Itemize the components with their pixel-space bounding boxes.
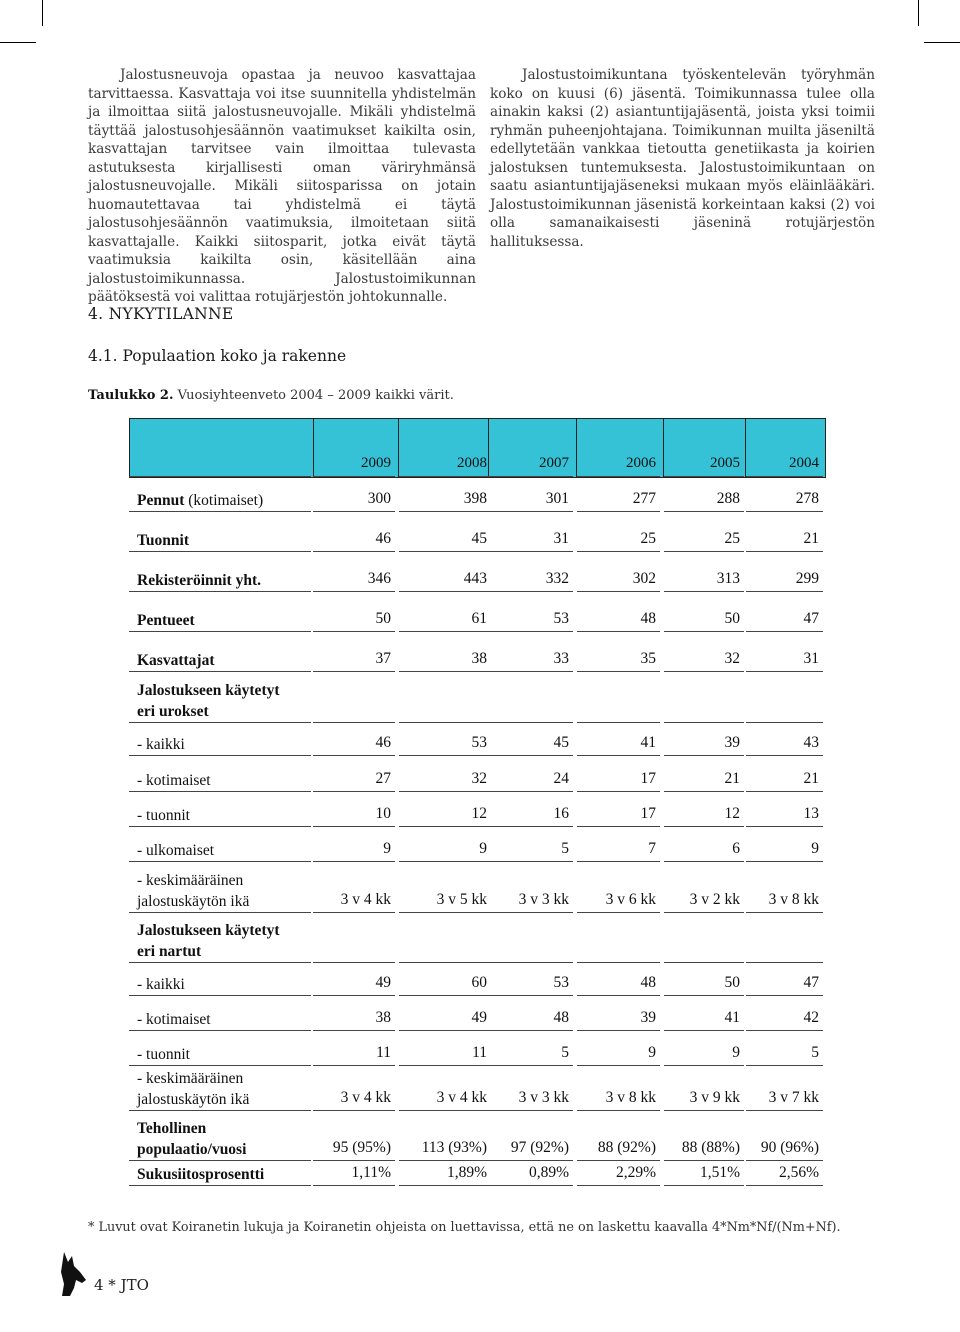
table-row-rule xyxy=(313,791,395,792)
table-row-rule xyxy=(313,1160,395,1161)
table-row-rule xyxy=(577,912,660,913)
table-header-rule xyxy=(399,476,491,477)
table-cell: 97 (92%) xyxy=(510,1139,569,1156)
table-cell: 49 xyxy=(375,974,391,991)
table-row-rule xyxy=(664,551,744,552)
row-label xyxy=(137,530,189,551)
table-row-rule xyxy=(129,995,311,996)
table-row-rule xyxy=(399,511,491,512)
table-row-rule xyxy=(313,962,395,963)
table-row-rule xyxy=(664,1160,744,1161)
table-row-rule xyxy=(399,1185,491,1186)
table-cell: 302 xyxy=(632,570,656,587)
table-row-rule xyxy=(664,962,744,963)
table-row-rule xyxy=(577,511,660,512)
table-row-rule xyxy=(489,1185,573,1186)
table-row-rule xyxy=(489,1030,573,1031)
table-row-rule xyxy=(489,551,573,552)
table-cell: 48 xyxy=(553,1009,569,1026)
summary-table xyxy=(129,418,826,1202)
table-row-rule xyxy=(489,511,573,512)
table-cell: 27 xyxy=(375,770,391,787)
table-row-rule xyxy=(746,826,823,827)
table-cell: 3 v 8 kk xyxy=(605,1089,656,1106)
row-label xyxy=(137,650,215,671)
table-row-rule xyxy=(746,671,823,672)
table-row-rule xyxy=(664,722,744,723)
table-cell: 61 xyxy=(471,610,487,627)
table-cell: 2,56% xyxy=(778,1164,819,1181)
table-row-rule xyxy=(129,755,311,756)
table-row-rule xyxy=(129,591,311,592)
table-row-rule xyxy=(664,591,744,592)
table-row-rule xyxy=(489,826,573,827)
table-cell: 2,29% xyxy=(615,1164,656,1181)
table-row-rule xyxy=(746,551,823,552)
table-cell: 1,89% xyxy=(446,1164,487,1181)
crop-mark xyxy=(924,42,960,43)
row-label xyxy=(137,870,249,912)
table-row-rule xyxy=(399,912,491,913)
table-cell: 50 xyxy=(724,974,740,991)
table-cell: 398 xyxy=(463,490,487,507)
table-cell: 0,89% xyxy=(528,1164,569,1181)
table-row-rule xyxy=(664,1110,744,1111)
table-row-rule xyxy=(399,1160,491,1161)
table-row-rule xyxy=(664,1030,744,1031)
table-row-rule xyxy=(399,791,491,792)
row-label xyxy=(137,1118,246,1160)
table-cell: 277 xyxy=(632,490,656,507)
table-cell: 41 xyxy=(724,1009,740,1026)
table-cell: 90 (96%) xyxy=(760,1139,819,1156)
row-label xyxy=(137,1164,264,1185)
table-cell: 3 v 8 kk xyxy=(768,891,819,908)
table-cell: 1,11% xyxy=(351,1164,391,1181)
crop-mark xyxy=(42,0,43,26)
table-cell: 17 xyxy=(640,805,656,822)
table-row-rule xyxy=(664,671,744,672)
table-cell: 25 xyxy=(724,530,740,547)
table-row-rule xyxy=(664,511,744,512)
row-label xyxy=(137,840,214,861)
row-label xyxy=(137,610,195,631)
table-row-rule xyxy=(577,631,660,632)
row-label xyxy=(137,680,280,722)
table-cell: 1,51% xyxy=(699,1164,740,1181)
row-label xyxy=(137,490,263,511)
table-cell: 48 xyxy=(640,610,656,627)
table-cell: 3 v 3 kk xyxy=(518,1089,569,1106)
row-label-text: Tehollinen populaatio/vuosi xyxy=(137,1120,247,1158)
table-row-rule xyxy=(664,995,744,996)
table-row-rule xyxy=(313,1185,395,1186)
table-cell: 25 xyxy=(640,530,656,547)
table-row-rule xyxy=(746,1185,823,1186)
table-row-rule xyxy=(313,912,395,913)
table-row-rule xyxy=(399,962,491,963)
table-row-rule xyxy=(129,791,311,792)
table-cell: 443 xyxy=(463,570,487,587)
row-label-text: - kotimaiset xyxy=(137,772,211,789)
table-cell: 5 xyxy=(561,1044,569,1061)
table-header-rule xyxy=(746,476,823,477)
table-cell: 3 v 3 kk xyxy=(518,891,569,908)
table-row-rule xyxy=(129,1030,311,1031)
table-cell: 38 xyxy=(375,1009,391,1026)
table-row-rule xyxy=(746,861,823,862)
table-cell: 53 xyxy=(553,610,569,627)
table-cell: 35 xyxy=(640,650,656,667)
table-cell: 39 xyxy=(640,1009,656,1026)
table-row-rule xyxy=(664,755,744,756)
table-row-rule xyxy=(489,1065,573,1066)
table-row-rule xyxy=(746,755,823,756)
table-row-rule xyxy=(399,1110,491,1111)
row-label-text: Tuonnit xyxy=(137,532,189,549)
table-caption-text: Vuosiyhteenveto 2004 – 2009 kaikki värit. xyxy=(173,388,454,403)
table-row-rule xyxy=(129,631,311,632)
table-row-rule xyxy=(399,722,491,723)
table-cell: 3 v 2 kk xyxy=(689,891,740,908)
table-row-rule xyxy=(399,826,491,827)
table-row-rule xyxy=(313,861,395,862)
table-row-rule xyxy=(489,1160,573,1161)
table-row-rule xyxy=(313,1110,395,1111)
table-row-rule xyxy=(399,591,491,592)
row-label xyxy=(137,974,185,995)
table-cell: 31 xyxy=(803,650,819,667)
table-cell: 12 xyxy=(724,805,740,822)
table-row-rule xyxy=(577,591,660,592)
table-cell: 3 v 4 kk xyxy=(340,891,391,908)
table-row-rule xyxy=(129,1065,311,1066)
table-header-rule xyxy=(664,476,744,477)
table-row-rule xyxy=(129,826,311,827)
table-cell: 346 xyxy=(367,570,391,587)
table-row-rule xyxy=(577,1160,660,1161)
table-row-rule xyxy=(664,631,744,632)
table-row-rule xyxy=(129,1185,311,1186)
row-label xyxy=(137,570,261,591)
table-cell: 60 xyxy=(471,974,487,991)
table-cell: 21 xyxy=(803,770,819,787)
table-cell: 53 xyxy=(471,734,487,751)
table-row-rule xyxy=(664,1185,744,1186)
table-row-rule xyxy=(489,671,573,672)
table-row-rule xyxy=(489,755,573,756)
table-row-rule xyxy=(129,912,311,913)
table-row-rule xyxy=(577,1185,660,1186)
table-cell: 50 xyxy=(724,610,740,627)
table-row-rule xyxy=(577,671,660,672)
table-cell: 45 xyxy=(471,530,487,547)
row-label-text: - ulkomaiset xyxy=(137,842,215,859)
row-label-text: Jalostukseen käytetyt eri nartut xyxy=(137,922,280,960)
row-label-text: Pennut xyxy=(137,492,185,509)
table-column-divider xyxy=(313,418,314,478)
page-number: 4 * JTO xyxy=(94,1276,149,1294)
table-cell: 332 xyxy=(545,570,569,587)
table-cell: 88 (92%) xyxy=(597,1139,656,1156)
table-row-rule xyxy=(129,962,311,963)
right-column xyxy=(490,66,875,251)
table-row-rule xyxy=(489,861,573,862)
table-row-rule xyxy=(664,826,744,827)
table-row-rule xyxy=(577,995,660,996)
table-cell: 41 xyxy=(640,734,656,751)
footnote: * Luvut ovat Koiranetin lukuja ja Koiranetin ohjeista on luettavissa, että ne on laskettu kaavalla 4*Nm*Nf/(Nm+Nf). xyxy=(88,1220,841,1235)
year-header: 2007 xyxy=(539,455,569,471)
table-row-rule xyxy=(577,826,660,827)
table-row-rule xyxy=(129,671,311,672)
table-cell: 3 v 6 kk xyxy=(605,891,656,908)
table-cell: 49 xyxy=(471,1009,487,1026)
table-cell: 88 (88%) xyxy=(681,1139,740,1156)
table-row-rule xyxy=(746,631,823,632)
table-row-rule xyxy=(746,1030,823,1031)
dog-head-icon xyxy=(58,1250,88,1298)
table-header-rule xyxy=(313,476,395,477)
left-column xyxy=(88,66,476,307)
row-label-text: Jalostukseen käytetyt eri urokset xyxy=(137,682,280,720)
table-row-rule xyxy=(399,551,491,552)
table-row-rule xyxy=(129,1160,311,1161)
table-row-rule xyxy=(489,722,573,723)
table-cell: 45 xyxy=(553,734,569,751)
table-row-rule xyxy=(577,791,660,792)
table-row-rule xyxy=(746,791,823,792)
table-row-rule xyxy=(746,912,823,913)
row-label xyxy=(137,734,185,755)
table-cell: 5 xyxy=(811,1044,819,1061)
table-row-rule xyxy=(577,1030,660,1031)
table-row-rule xyxy=(399,861,491,862)
table-cell: 9 xyxy=(648,1044,656,1061)
table-cell: 9 xyxy=(732,1044,740,1061)
table-row-rule xyxy=(577,1065,660,1066)
table-cell: 47 xyxy=(803,974,819,991)
table-cell: 9 xyxy=(383,840,391,857)
table-cell: 33 xyxy=(553,650,569,667)
body-paragraph: Jalostustoimikuntana työskentelevän työryhmän koko on kuusi (6) jäsentä. Toimikunnassa tulee olla ainakin kaksi (2) asiantuntijajäsentä, joista yksi toimii ryhmän puheenjohtajana. Toimikunnan muilta jäseniltä edellytetään vankkaa tietoutta genetiikasta ja koirien jalostuksen tuntemuksesta. Jalostustoimikuntaan on saatu asiantuntijajäseneksi mukaan myös eläinlääkäri. Jalostustoimikunnan jäsenistä korkeintaan kaksi (2) voi olla samanaikaisesti jäseninä rotujärjestön hallituksessa. xyxy=(490,67,875,250)
table-row-rule xyxy=(313,722,395,723)
table-row-rule xyxy=(489,995,573,996)
table-cell: 288 xyxy=(716,490,740,507)
table-row-rule xyxy=(313,755,395,756)
table-row-rule xyxy=(664,912,744,913)
table-cell: 50 xyxy=(375,610,391,627)
row-label-text: - kaikki xyxy=(137,976,185,993)
row-label-text: - keskimääräinen jalostuskäytön ikä xyxy=(137,1070,250,1108)
year-header: 2005 xyxy=(710,455,740,471)
table-row-rule xyxy=(313,1030,395,1031)
table-row-rule xyxy=(313,1065,395,1066)
table-cell: 7 xyxy=(648,840,656,857)
table-row-rule xyxy=(313,671,395,672)
table-header-rule xyxy=(489,476,573,477)
row-label xyxy=(137,1044,190,1065)
table-caption xyxy=(88,388,454,403)
year-header: 2008 xyxy=(457,455,487,471)
table-cell: 3 v 4 kk xyxy=(340,1089,391,1106)
table-cell: 39 xyxy=(724,734,740,751)
row-label-suffix: (kotimaiset) xyxy=(184,492,264,509)
table-cell: 113 (93%) xyxy=(421,1139,487,1156)
table-row-rule xyxy=(129,1110,311,1111)
table-cell: 3 v 9 kk xyxy=(689,1089,740,1106)
table-row-rule xyxy=(746,591,823,592)
table-cell: 95 (95%) xyxy=(332,1139,391,1156)
row-label xyxy=(137,805,190,826)
year-header: 2004 xyxy=(789,455,819,471)
section-heading: 4. NYKYTILANNE xyxy=(88,305,234,323)
table-cell: 24 xyxy=(553,770,569,787)
table-cell: 46 xyxy=(375,530,391,547)
table-cell: 53 xyxy=(553,974,569,991)
table-cell: 9 xyxy=(811,840,819,857)
table-row-rule xyxy=(489,1110,573,1111)
table-row-rule xyxy=(313,995,395,996)
table-cell: 17 xyxy=(640,770,656,787)
table-row-rule xyxy=(489,791,573,792)
table-row-rule xyxy=(313,551,395,552)
table-cell: 301 xyxy=(545,490,569,507)
row-label-text: Rekisteröinnit yht. xyxy=(137,572,261,589)
table-row-rule xyxy=(399,631,491,632)
table-cell: 10 xyxy=(375,805,391,822)
row-label xyxy=(137,920,280,962)
table-cell: 16 xyxy=(553,805,569,822)
row-label xyxy=(137,1009,211,1030)
table-row-rule xyxy=(399,671,491,672)
table-cell: 12 xyxy=(471,805,487,822)
table-cell: 32 xyxy=(471,770,487,787)
table-cell: 46 xyxy=(375,734,391,751)
table-row-rule xyxy=(489,912,573,913)
table-cell: 3 v 5 kk xyxy=(436,891,487,908)
table-row-rule xyxy=(664,861,744,862)
table-cell: 313 xyxy=(716,570,740,587)
table-caption-label: Taulukko 2. xyxy=(88,388,174,403)
row-label-text: - tuonnit xyxy=(137,807,190,824)
table-cell: 278 xyxy=(795,490,819,507)
year-header: 2009 xyxy=(361,455,391,471)
row-label-text: - kotimaiset xyxy=(137,1011,211,1028)
table-row-rule xyxy=(746,995,823,996)
table-column-divider xyxy=(576,418,577,478)
table-row-rule xyxy=(746,1110,823,1111)
body-paragraph: Jalostusneuvoja opastaa ja neuvoo kasvattajaa tarvittaessa. Kasvattaja voi itse suunnitella yhdistelmän ja ilmoittaa siitä jalostusneuvojalle. Mikäli yhdistelmä täyttää jalostusohjesäännön vaatimukset kaikilta osin, kasvattajan tarvitsee vain ilmoittaa tulevasta astutuksesta kirjallisesti oman väriryhmänsä jalostusneuvojalle. Mikäli siitosparissa on jotain huomautettavaa tai yhdistelmä ei täytä jalostusohjesäännön vaatimuksia, ilmoitetaan siitä kasvattajalle. Kaikki siitosparit, jotka eivät täytä vaatimuksia kaikilta osin, käsitellään aina jalostustoimikunnassa. Jalostustoimikunnan päätöksestä voi valittaa rotujärjestön johtokunnalle. xyxy=(88,67,476,305)
crop-mark xyxy=(0,42,36,43)
table-row-rule xyxy=(577,861,660,862)
table-row-rule xyxy=(489,962,573,963)
row-label xyxy=(137,770,211,791)
row-label-text: - kaikki xyxy=(137,736,185,753)
crop-mark xyxy=(918,0,919,26)
table-row-rule xyxy=(664,791,744,792)
table-row-rule xyxy=(489,631,573,632)
table-cell: 42 xyxy=(803,1009,819,1026)
table-column-divider xyxy=(398,418,399,478)
table-cell: 300 xyxy=(367,490,391,507)
table-column-divider xyxy=(745,418,746,478)
table-cell: 5 xyxy=(561,840,569,857)
table-column-divider xyxy=(663,418,664,478)
table-row-rule xyxy=(746,511,823,512)
table-row-rule xyxy=(313,631,395,632)
table-cell: 21 xyxy=(724,770,740,787)
table-row-rule xyxy=(129,861,311,862)
row-label-text: Sukusiitosprosentti xyxy=(137,1166,265,1183)
table-row-rule xyxy=(399,1030,491,1031)
table-header-rule xyxy=(129,476,311,477)
year-header: 2006 xyxy=(626,455,656,471)
table-row-rule xyxy=(577,722,660,723)
table-cell: 13 xyxy=(803,805,819,822)
row-label-text: Pentueet xyxy=(137,612,195,629)
table-cell: 43 xyxy=(803,734,819,751)
table-cell: 38 xyxy=(471,650,487,667)
table-cell: 9 xyxy=(479,840,487,857)
table-row-rule xyxy=(664,1065,744,1066)
table-row-rule xyxy=(313,826,395,827)
table-cell: 37 xyxy=(375,650,391,667)
table-row-rule xyxy=(577,755,660,756)
table-cell: 47 xyxy=(803,610,819,627)
table-row-rule xyxy=(577,551,660,552)
table-row-rule xyxy=(746,962,823,963)
subsection-heading: 4.1. Populaation koko ja rakenne xyxy=(88,347,347,365)
table-row-rule xyxy=(746,1065,823,1066)
table-row-rule xyxy=(746,1160,823,1161)
table-cell: 48 xyxy=(640,974,656,991)
table-row-rule xyxy=(399,1065,491,1066)
table-row-rule xyxy=(489,591,573,592)
table-row-rule xyxy=(129,551,311,552)
table-cell: 3 v 4 kk xyxy=(436,1089,487,1106)
table-row-rule xyxy=(399,755,491,756)
table-cell: 3 v 7 kk xyxy=(768,1089,819,1106)
row-label-text: Kasvattajat xyxy=(137,652,215,669)
table-header-rule xyxy=(577,476,660,477)
table-column-divider xyxy=(488,418,489,478)
table-row-rule xyxy=(313,511,395,512)
table-row-rule xyxy=(577,1110,660,1111)
table-row-rule xyxy=(129,722,311,723)
table-cell: 32 xyxy=(724,650,740,667)
table-row-rule xyxy=(399,995,491,996)
table-cell: 6 xyxy=(732,840,740,857)
table-cell: 11 xyxy=(472,1044,487,1061)
table-cell: 21 xyxy=(803,530,819,547)
table-row-rule xyxy=(577,962,660,963)
table-cell: 11 xyxy=(376,1044,391,1061)
table-row-rule xyxy=(746,722,823,723)
table-row-rule xyxy=(129,511,311,512)
table-row-rule xyxy=(313,591,395,592)
table-cell: 299 xyxy=(795,570,819,587)
table-cell: 31 xyxy=(553,530,569,547)
row-label xyxy=(137,1068,249,1110)
row-label-text: - tuonnit xyxy=(137,1046,190,1063)
row-label-text: - keskimääräinen jalostuskäytön ikä xyxy=(137,872,250,910)
